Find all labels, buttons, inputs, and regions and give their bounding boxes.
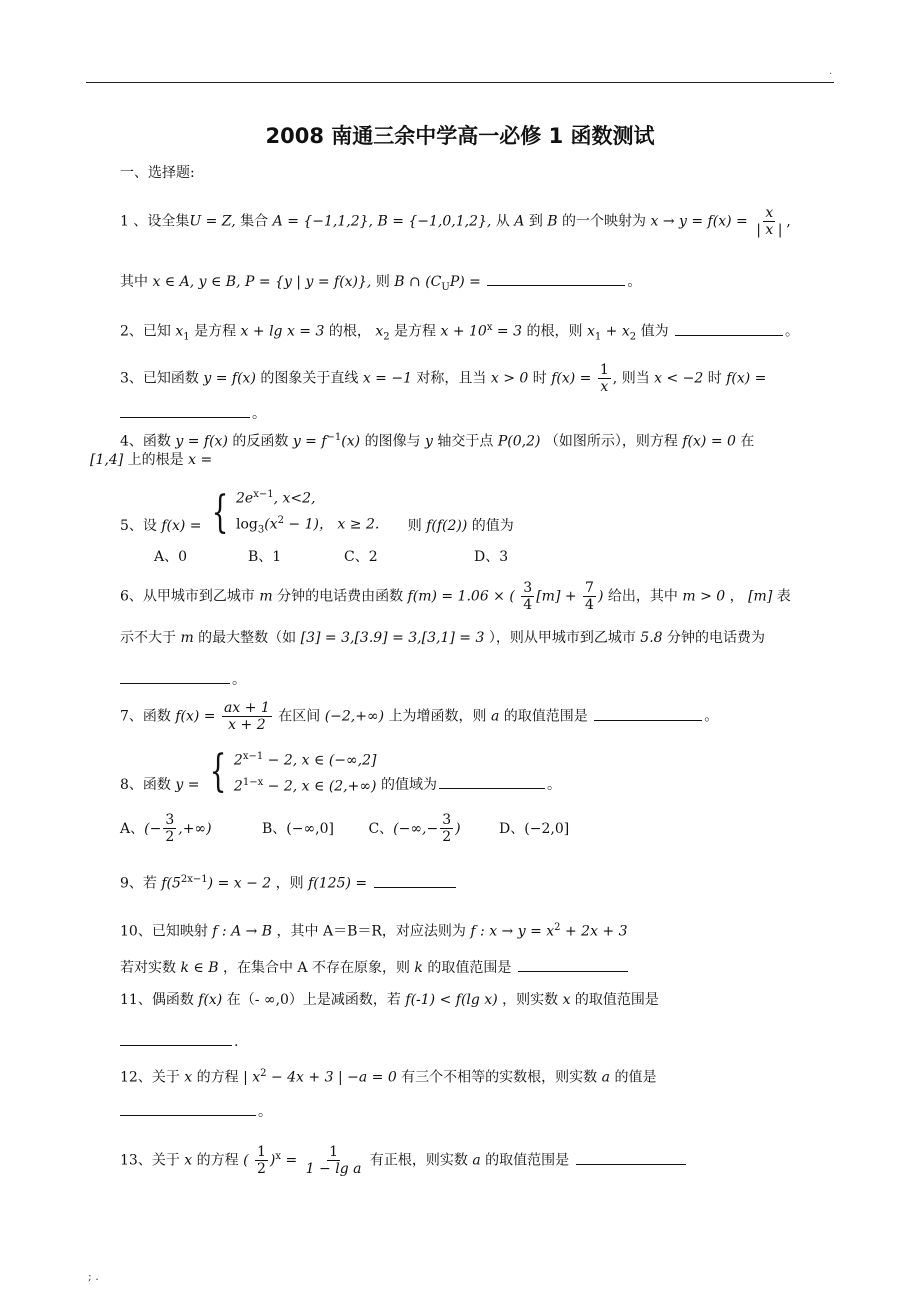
fraction: $\frac{x}{| x |}$ bbox=[756, 205, 783, 238]
option-c[interactable]: C、(−∞,− $\frac{3}{2}$ ) bbox=[368, 812, 461, 845]
question-4: 4、函数 y = f(x) 的反函数 $y = f^{-1}(x)$ 的图像与 y 轴交于点 P(0,2) （如图所示），则方程 f(x) = 0 在 bbox=[120, 432, 755, 450]
question-11: 11、偶函数 f(x) 在（- ∞,0）上是减函数，若 f(-1) < f(lg x) ，则实数 x 的取值范围是 bbox=[120, 992, 659, 1008]
piecewise-brace: { $2^{x-1} - 2$, x ∈ (−∞,2] $2^{1-x} - 2$, x ∈ (2,+∞) bbox=[209, 745, 377, 797]
option-a[interactable]: A、(− $\frac{3}{2}$ ,+∞) bbox=[120, 812, 212, 845]
question-5: 5、设 f(x) = { $2e^{x-1}$, x<2, $\log_3(x^2 - 1)$， x ≥ 2. 则 f(f(2)) 的值为 bbox=[120, 484, 840, 534]
question-9: 9、若 $f(5^{2x-1}) = x - 2$ ，则 f(125) = bbox=[120, 870, 840, 894]
question-10-line-2: 若对实数 k ∈ B ，在集合中 A 不存在原象，则 k 的取值范围是 bbox=[120, 956, 840, 978]
question-4-line-2: [1,4] 上的根是 x = bbox=[90, 452, 213, 468]
footer-mark: ; . bbox=[88, 1270, 99, 1283]
question-12-line-2: 。 bbox=[120, 1100, 840, 1122]
question-8-options bbox=[120, 812, 840, 845]
answer-blank[interactable] bbox=[120, 668, 230, 684]
question-10: 10、已知映射 f : A → B ，其中 A＝B＝R，对应法则为 f : $x \to y = x^2 + 2x + 3$ bbox=[120, 922, 628, 940]
answer-blank[interactable] bbox=[439, 773, 545, 789]
question-11-line-2: . bbox=[120, 1030, 840, 1052]
answer-blank[interactable] bbox=[594, 705, 702, 721]
answer-blank[interactable] bbox=[518, 956, 628, 972]
header-rule bbox=[86, 82, 834, 83]
section-heading: 一、选择题: bbox=[120, 165, 195, 181]
answer-blank[interactable] bbox=[120, 1030, 232, 1046]
answer-blank[interactable] bbox=[374, 872, 456, 888]
option-d[interactable]: D、3 bbox=[474, 549, 509, 565]
page-title: 2008 南通三余中学高一必修 1 函数测试 bbox=[265, 124, 655, 148]
answer-blank[interactable] bbox=[120, 402, 250, 418]
option-d[interactable]: D、(−2,0] bbox=[499, 820, 570, 837]
option-b[interactable]: B、1 bbox=[248, 549, 282, 565]
question-6-line-2: 示不大于 m 的最大整数（如 [3] = 3,[3.9] = 3,[3,1] = 3 ），则从甲城市到乙城市 5.8 分钟的电话费为 bbox=[120, 630, 765, 646]
answer-blank[interactable] bbox=[487, 270, 625, 286]
option-a[interactable]: A、0 bbox=[154, 549, 188, 565]
question-13: 13、关于 x 的方程 ( $\frac{1}{2}$ )$^x$ = $\frac{1}{\text{1 − lg a}}$ 有正根，则实数 a 的取值范围是 bbox=[120, 1144, 840, 1177]
question-3-line-2: 。 bbox=[120, 402, 840, 424]
question-1-line-1: 1 、设全集U = Z, 集合 A = {−1,1,2}, B = {−1,0,1,2}, 从 A 到 B 的一个映射为 x → y = f(x) = $\frac{x}{| x |}$ , bbox=[120, 205, 791, 238]
question-3: 3、已知函数 y = f(x) 的图象关于直线 x = −1 对称，且当 x > 0 时 f(x) = $\frac{1}{x}$ , 则当 x < −2 时 f(x) = bbox=[120, 362, 767, 395]
answer-blank[interactable] bbox=[576, 1149, 686, 1165]
piecewise-brace: { $2e^{x-1}$, x<2, $\log_3(x^2 - 1)$， x ≥ 2. bbox=[211, 486, 380, 538]
fraction: $\frac{1}{x}$ bbox=[599, 362, 609, 395]
option-c[interactable]: C、2 bbox=[344, 549, 378, 565]
answer-blank[interactable] bbox=[120, 1100, 256, 1116]
question-6: 6、从甲城市到乙城市 m 分钟的电话费由函数 f(m) = 1.06 × ( $\frac{3}{4}$ [m] + $\frac{7}{4}$ ) 给出，其中 m > 0 ， [m] 表 bbox=[120, 580, 791, 613]
question-1-line-2: 其中 x ∈ A, y ∈ B, P = {y | y = f(x)}, 则 B ∩ $(C_UP)$ = 。 bbox=[120, 270, 840, 298]
question-6-line-3: 。 bbox=[120, 668, 840, 690]
question-2: 2、已知 $x_1$ 是方程 x + lg x = 3 的根， $x_2$ 是方程 $x + 10^x = 3$ 的根，则 $x_1 + x_2$ 值为 。 bbox=[120, 318, 840, 347]
corner-mark: . bbox=[829, 66, 833, 77]
question-5-options bbox=[154, 547, 874, 567]
question-12: 12、关于 x 的方程 | $x^2 - 4x + 3$ | −a = 0 有三个不相等的实数根，则实数 a 的值是 bbox=[120, 1068, 657, 1086]
question-7: 7、函数 f(x) = $\frac{ax + 1}{x + 2}$ 在区间 (−2,+∞) 上为增函数，则 a 的取值范围是 。 bbox=[120, 700, 719, 733]
question-8: 8、函数 y = { $2^{x-1} - 2$, x ∈ (−∞,2] $2^{1-x} - 2$, x ∈ (2,+∞) 的值域为 。 bbox=[120, 745, 561, 797]
option-b[interactable]: B、(−∞,0] bbox=[262, 820, 334, 837]
answer-blank[interactable] bbox=[675, 320, 783, 336]
